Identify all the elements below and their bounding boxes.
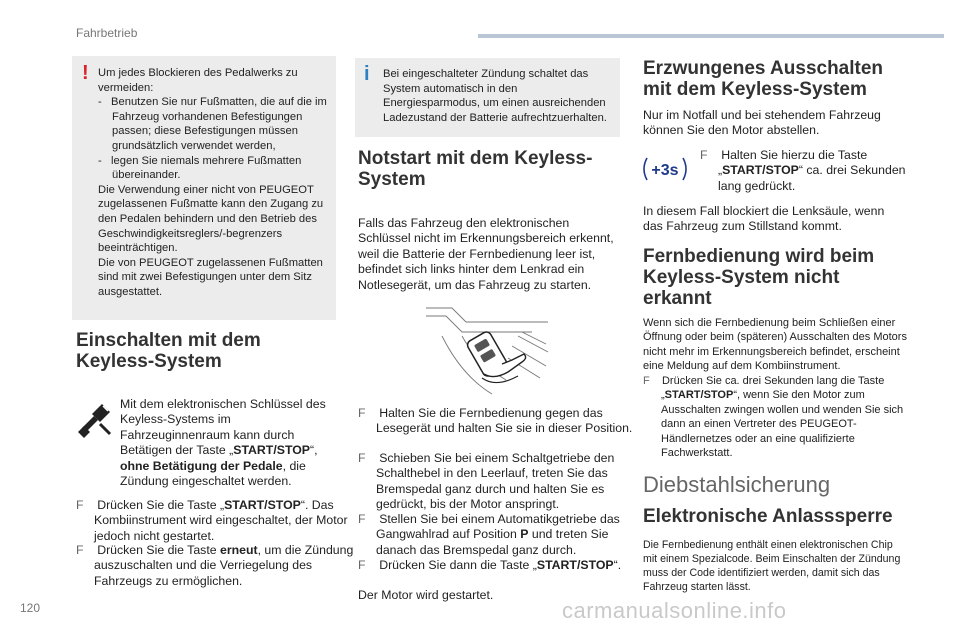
running-header: Fahrbetrieb: [76, 26, 138, 40]
paragraph: In diesem Fall blockiert die Lenksäule, wenn das Fahrzeug zum Stillstand kommt.: [643, 204, 885, 234]
warning-item: - Benutzen Sie nur Fußmatten, die auf die im Fahrzeug vorhandenen Befestigungen passen; diese Befestigungen müssen grundsätzlich verwendet werden,: [98, 96, 327, 152]
list-item: F Drücken Sie ca. drei Sekunden lang die Taste „START/STOP“, wenn Sie den Motor zum Ausschalten zwingen wollen und wenden Sie sich dann an einen Vertreter des PEUGEOT-Händlernetzes oder an eine qualifizierte Fachwerkstatt.: [643, 375, 904, 460]
paragraph: Nur im Notfall und bei stehendem Fahrzeug können Sie den Motor abstellen.: [643, 108, 881, 138]
plus-3s-label: +3s: [651, 162, 679, 179]
warning-paragraph: Die von PEUGEOT zugelassenen Fußmatten sind mit zwei Befestigungen unter dem Sitz ausgestattet.: [98, 256, 323, 298]
page-number: 120: [20, 601, 41, 615]
section-heading: Notstart mit dem Keyless-System: [358, 148, 593, 190]
paragraph: Die Fernbedienung enthält einen elektronischen Chip mit einem Spezialcode. Beim Einschalten der Zündung muss der Code identifiziert werden, damit sich das Fahrzeug starten lässt.: [643, 539, 901, 593]
info-icon: i: [364, 63, 370, 85]
plus-3s-icon: [641, 152, 689, 186]
info-text: Bei eingeschalteter Zündung schaltet das System automatisch in den Energiesparmodus, um einen ausreichenden Ladezustand der Batterie aufrechtzuerhalten.: [383, 68, 607, 124]
list-item: F Drücken Sie die Taste „START/STOP“. Das Kombiinstrument wird eingeschaltet, der Motor jedoch nicht gestartet.: [76, 498, 348, 543]
list-item: F Drücken Sie dann die Taste „START/STOP“.: [358, 558, 622, 572]
keyless-key-icon: [76, 398, 114, 440]
warning-paragraph: Die Verwendung einer nicht von PEUGEOT zugelassenen Fußmatte kann den Zugang zu den Pedalen behindern und den Betrieb des Geschwindigkeitsreglers/-begrenzers beeinträchtigen.: [98, 183, 324, 255]
section-heading: Elektronische Anlasssperre: [643, 506, 893, 527]
header-rule: [478, 34, 944, 38]
emergency-reader-illustration: [422, 306, 552, 398]
watermark: carmanualsonline.info: [562, 598, 787, 623]
chapter-heading: Diebstahlsicherung: [643, 472, 831, 497]
warning-item: - legen Sie niemals mehrere Fußmatten übereinander.: [98, 154, 302, 182]
paragraph: Der Motor wird gestartet.: [358, 588, 494, 602]
list-item: F Schieben Sie bei einem Schaltgetriebe den Schalthebel in den Leerlauf, treten Sie das Bremspedal ganz durch und halten Sie es gedrückt, bis der Motor anspringt.: [358, 451, 615, 512]
warning-box: [72, 56, 336, 320]
section-heading: Einschalten mit dem Keyless-System: [76, 330, 261, 372]
list-item: F Stellen Sie bei einem Automatikgetriebe das Gangwahlrad auf Position P und treten Sie danach das Bremspedal ganz durch.: [358, 512, 620, 557]
warning-intro: Um jedes Blockieren des Pedalwerks zu vermeiden:: [98, 67, 298, 94]
paragraph: Falls das Fahrzeug den elektronischen Schlüssel nicht im Erkennungsbereich erkennt, weil die Batterie der Fernbedienung leer ist, befindet sich links hinter dem Lenkrad ein Notlesegerät, um das Fahrzeug zu starten.: [358, 216, 614, 292]
paragraph: Wenn sich die Fernbedienung beim Schließen einer Öffnung oder beim (späteren) Ausschalten des Motors nicht mehr im Erkennungsbereich befindet, erscheint eine Meldung auf dem Kombiinstrument.: [643, 317, 907, 373]
icon-paragraph: Mit dem elektronischen Schlüssel des Keyless-Systems im Fahrzeuginnenraum kann durch Betätigen der Taste „START/STOP“, ohne Betätigung der Pedale, die Zündung eingeschaltet werden.: [120, 397, 326, 489]
info-box: [355, 58, 620, 137]
list-item: F Drücken Sie die Taste erneut, um die Zündung auszuschalten und die Verriegelung des Fahrzeugs zu ermöglichen.: [76, 543, 354, 588]
section-heading: Fernbedienung wird beim Keyless-System nicht erkannt: [643, 246, 875, 309]
warning-icon: !: [82, 62, 89, 84]
list-item: F Halten Sie hierzu die Taste „START/STOP“ ca. drei Sekunden lang gedrückt.: [700, 148, 906, 193]
list-item: F Halten Sie die Fernbedienung gegen das Lesegerät und halten Sie sie in dieser Position.: [358, 406, 633, 436]
section-heading: Erzwungenes Ausschalten mit dem Keyless-System: [643, 58, 884, 100]
